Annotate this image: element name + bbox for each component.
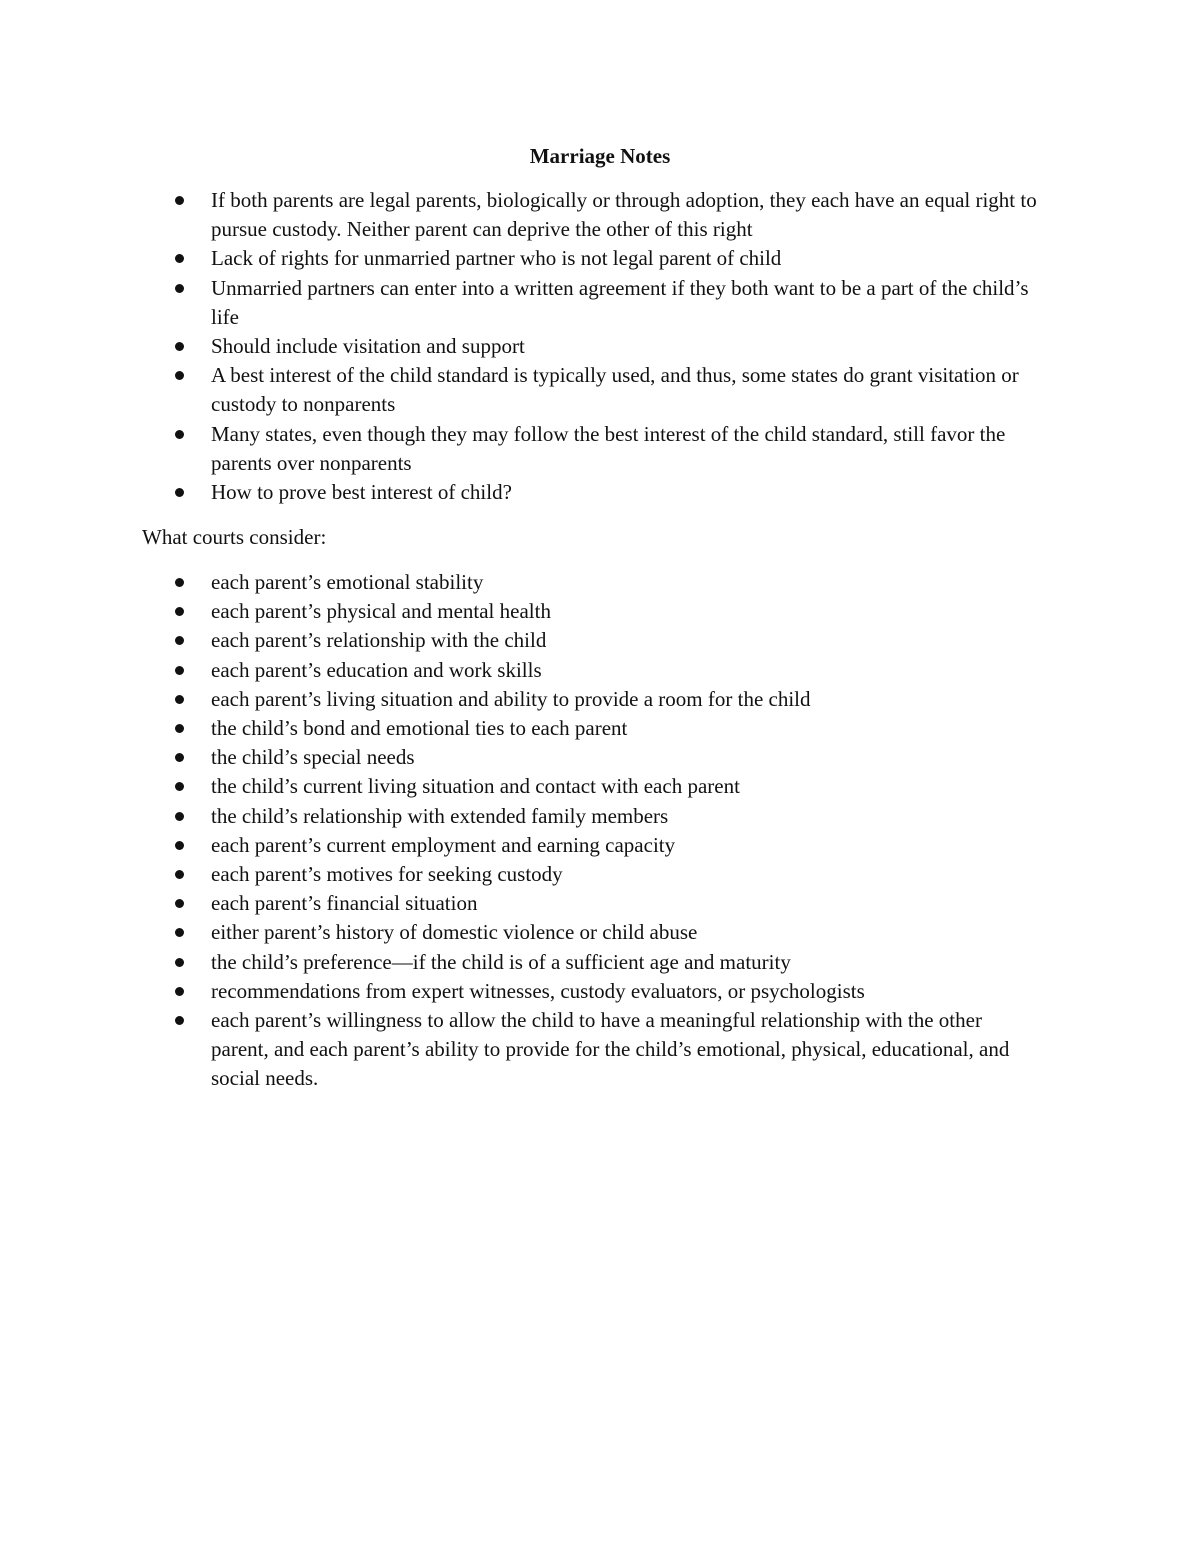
list-item bbox=[170, 597, 1040, 626]
bullet-icon bbox=[175, 1016, 184, 1025]
list-item bbox=[170, 685, 1040, 714]
bullet-icon bbox=[175, 488, 184, 497]
list-item bbox=[170, 656, 1040, 685]
list-item bbox=[170, 948, 1040, 977]
list-item-text: each parent’s emotional stability bbox=[211, 570, 484, 594]
bullet-icon bbox=[175, 342, 184, 351]
list-item-text: Unmarried partners can enter into a written agreement if they both want to be a part of the child’s life bbox=[211, 275, 1029, 329]
bullet-icon bbox=[175, 899, 184, 908]
bullet-icon bbox=[175, 578, 184, 587]
list-item bbox=[170, 918, 1040, 947]
list-item bbox=[170, 977, 1040, 1006]
list-item bbox=[170, 186, 1040, 244]
list-item bbox=[170, 1006, 1040, 1094]
list-item bbox=[170, 568, 1040, 597]
list-item bbox=[170, 332, 1040, 361]
list-item-text: each parent’s financial situation bbox=[211, 891, 478, 916]
list-item bbox=[170, 743, 1040, 772]
list-item-text: each parent’s willingness to allow the child to have a meaningful relationship with the other parent, and each parent’s ability to provide for the child’s emotional, physical, educational, and social needs. bbox=[211, 1008, 1010, 1091]
bullet-icon bbox=[175, 284, 184, 293]
bullet-icon bbox=[175, 928, 184, 937]
list-item-text: each parent’s motives for seeking custody bbox=[211, 862, 563, 887]
notes-bullet-list bbox=[170, 186, 1040, 507]
list-item bbox=[170, 420, 1040, 478]
bullet-icon bbox=[175, 753, 184, 762]
bullet-icon bbox=[175, 870, 184, 879]
list-item-text: How to prove best interest of child? bbox=[211, 480, 512, 505]
list-item-text: the child’s relationship with extended family members bbox=[211, 803, 669, 828]
bullet-icon bbox=[175, 782, 184, 791]
bullet-icon bbox=[175, 724, 184, 733]
bullet-icon bbox=[175, 607, 184, 616]
list-item-text: the child’s bond and emotional ties to each parent bbox=[211, 716, 628, 741]
section-heading: What courts consider: bbox=[142, 525, 327, 549]
bullet-icon bbox=[175, 666, 184, 675]
list-item-text: each parent’s physical and mental health bbox=[211, 599, 551, 624]
list-item bbox=[170, 274, 1040, 332]
list-item-text: the child’s preference—if the child is of a sufficient age and maturity bbox=[211, 949, 791, 974]
list-item-text: each parent’s living situation and ability to provide a room for the child bbox=[211, 686, 811, 711]
list-item-text: Lack of rights for unmarried partner who is not legal parent of child bbox=[211, 246, 782, 271]
bullet-icon bbox=[175, 987, 184, 996]
list-item bbox=[170, 714, 1040, 743]
bullet-icon bbox=[175, 841, 184, 850]
list-item-text: Should include visitation and support bbox=[211, 334, 525, 359]
list-item-text: the child’s special needs bbox=[211, 745, 415, 770]
list-item bbox=[170, 802, 1040, 831]
list-item-text: Many states, even though they may follow the best interest of the child standard, still favor the parents over nonparents bbox=[211, 421, 1006, 475]
list-item-text: each parent’s education and work skills bbox=[211, 657, 542, 682]
list-item-text: the child’s current living situation and contact with each parent bbox=[211, 774, 740, 799]
list-item bbox=[170, 831, 1040, 860]
list-item bbox=[170, 860, 1040, 889]
list-item-text: If both parents are legal parents, biologically or through adoption, they each have an equal right to pursue custody. Neither parent can deprive the other of this right bbox=[211, 188, 1037, 242]
bullet-icon bbox=[175, 371, 184, 380]
list-item bbox=[170, 772, 1040, 801]
bullet-icon bbox=[175, 812, 184, 821]
list-item-text: each parent’s current employment and earning capacity bbox=[211, 832, 676, 857]
bullet-icon bbox=[175, 254, 184, 263]
bullet-icon bbox=[175, 430, 184, 439]
list-item-text: A best interest of the child standard is typically used, and thus, some states do grant visitation or custody to nonparents bbox=[211, 363, 1019, 417]
list-item bbox=[170, 478, 1040, 507]
list-item bbox=[170, 244, 1040, 273]
bullet-icon bbox=[175, 695, 184, 704]
list-item-text: recommendations from expert witnesses, custody evaluators, or psychologists bbox=[211, 978, 865, 1003]
bullet-icon bbox=[175, 958, 184, 967]
bullet-icon bbox=[175, 196, 184, 205]
document-title: Marriage Notes bbox=[529, 144, 671, 168]
list-item bbox=[170, 889, 1040, 918]
list-item bbox=[170, 361, 1040, 419]
bullet-icon bbox=[175, 636, 184, 645]
list-item bbox=[170, 626, 1040, 655]
courts-consider-bullet-list bbox=[170, 568, 1040, 1094]
list-item-text: either parent’s history of domestic violence or child abuse bbox=[211, 920, 698, 945]
list-item-text: each parent’s relationship with the child bbox=[211, 628, 547, 653]
